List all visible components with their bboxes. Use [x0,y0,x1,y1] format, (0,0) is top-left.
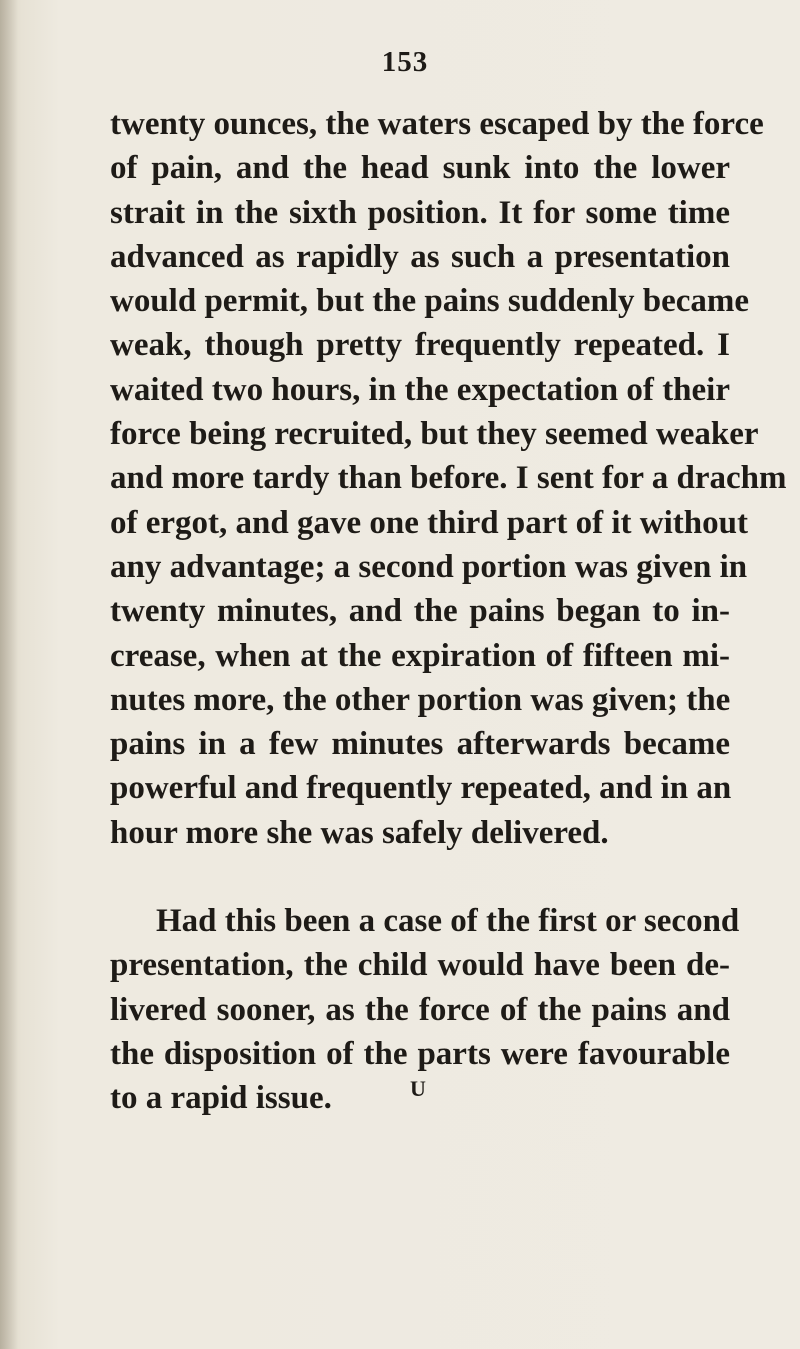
text-line: waited two hours, in the expectation of their [110,371,730,408]
text-line: Had this been a case of the first or second [156,903,740,940]
text-line: strait in the sixth position. It for some time [110,194,730,231]
signature-mark: U [410,1076,426,1101]
text-line: nutes more, the other portion was given; the [110,681,731,718]
text-line: of ergot, and gave one third part of it without [110,504,748,541]
paragraph-1 [110,102,787,855]
text-line: of pain, and the head sunk into the lower [110,150,730,187]
paragraph-gap [110,855,730,899]
text-line: pains in a few minutes afterwards became [110,726,730,763]
page-number: 153 [381,46,429,78]
text-line: any advantage; a second portion was given in [110,548,748,585]
text-line: hour more she was safely delivered. [110,814,609,851]
text-line: the disposition of the parts were favourable [110,1035,730,1072]
text-line: twenty ounces, the waters escaped by the force [110,106,764,142]
text-line: would permit, but the pains suddenly became [110,283,750,320]
text-line: presentation, the child would have been de- [110,947,730,984]
text-line: livered sooner, as the force of the pains and [110,991,730,1028]
text-line: force being recruited, but they seemed weaker [110,416,759,453]
text-line: twenty minutes, and the pains began to in- [110,593,730,630]
text-line: powerful and frequently repeated, and in an [110,770,732,807]
binding-gutter-shadow [0,0,18,1349]
text-line: and more tardy than before. I sent for a drachm [110,460,787,497]
body-text [110,102,787,1121]
text-line: advanced as rapidly as such a presentation [110,238,730,275]
text-line: weak, though pretty frequently repeated. I [110,327,730,364]
text-line: crease, when at the expiration of fifteen mi- [110,637,730,674]
text-line: to a rapid issue. [110,1080,332,1117]
